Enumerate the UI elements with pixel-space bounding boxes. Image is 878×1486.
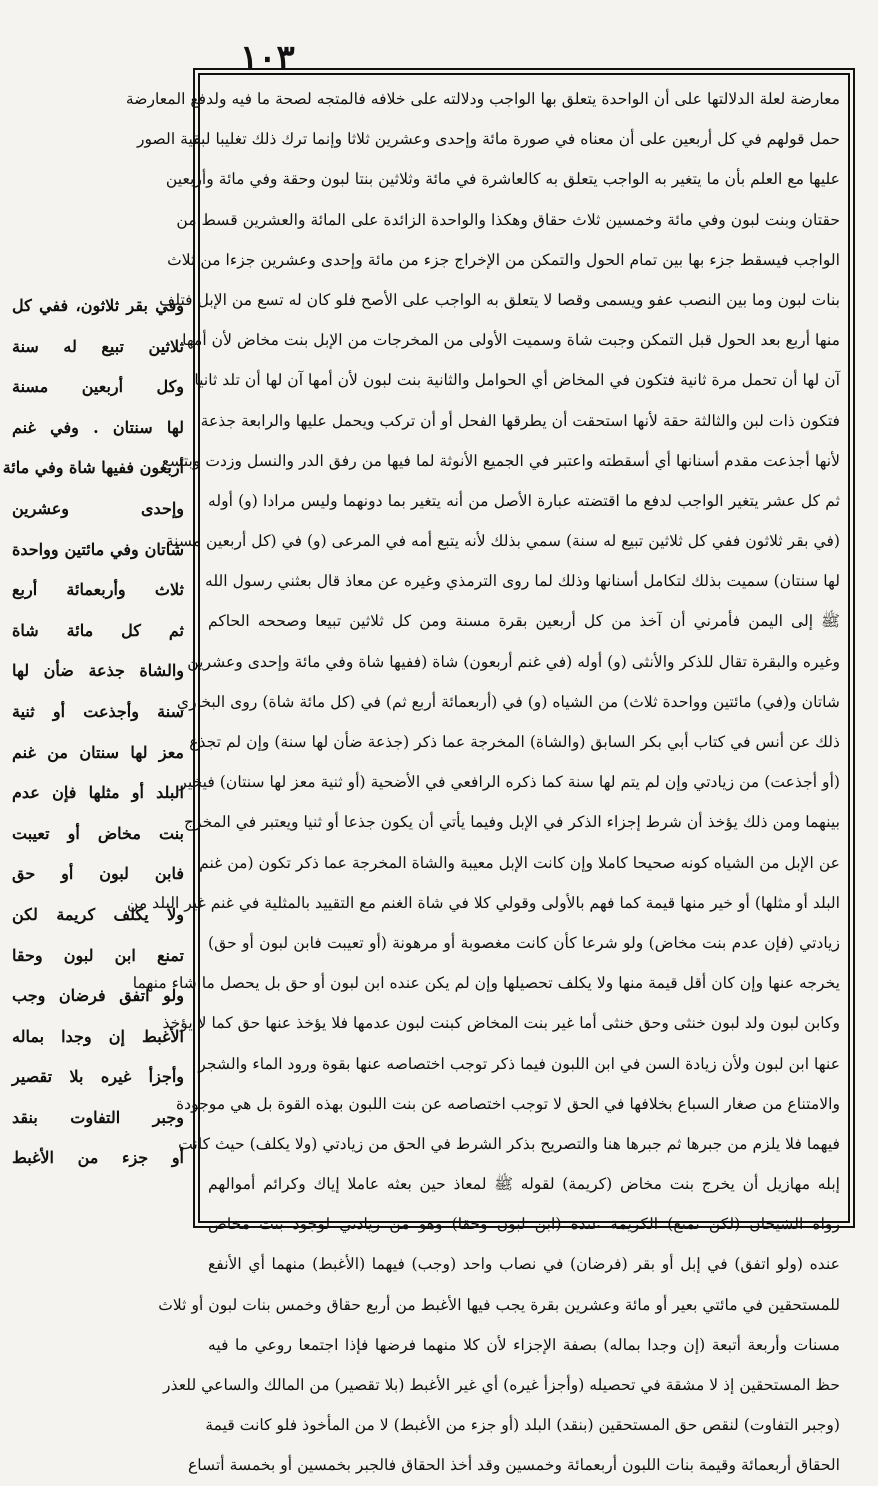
- main-text-frame: [125, 68, 855, 1475]
- margin-text-line: بنت مخاض أو تعيبت: [12, 823, 184, 843]
- body-text-line: لأنها أجذعت مقدم أسنانها أي أسقطته واعتبر في الجميع الأنوثة لما فيها من رفق الدر والنسل وزدت وبتسع: [161, 451, 840, 470]
- body-text-line: حقتان وبنت لبون وفي مائة وخمسين ثلاث حقاق وهكذا والواحدة الزائدة على المائة والعشرين قسط من: [176, 210, 840, 229]
- margin-text-line: البلد أو مثلها فإن عدم: [12, 783, 184, 803]
- body-text-line: عليها مع العلم بأن ما يتغير به الواجب يتعلق به كالعاشرة في مائة وثلاثين بنتا لبون وحقة وفي مائة وأربعين: [165, 170, 840, 189]
- body-text-line: زيادتي (فإن عدم بنت مخاض) ولو شرعا كأن كانت مغصوبة أو مرهونة (أو تعيبت فابن لبون أو حق): [208, 933, 840, 952]
- body-text-line: والامتناع من صغار السباع بخلافها في الحق لا توجب اختصاصه عن بنت اللبون بهذه القوة بل هي موجودة: [175, 1094, 840, 1113]
- margin-text-line: ثلاث وأربعمائة أربع: [12, 580, 184, 600]
- body-text-line: بينهما ومن ذلك يؤخذ أن شرط إجزاء الذكر في الإبل وفيما يأتي أن يكون جذعا أو ثنيا ويعتبر في المخرج: [183, 813, 840, 832]
- margin-text-line: وإحدى وعشرين: [12, 498, 184, 518]
- body-text-line: وكابن لبون ولد لبون خنثى وحق خنثى أما غير بنت المخاض كبنت لبون عدمها فلا يؤخذ عنها حق كما لا يؤخذ: [162, 1014, 840, 1033]
- body-text-line: (وجبر التفاوت) لنقص حق المستحقين (بنقد) البلد (أو جزء من الأغبط) لا من المأخوذ فلو كانت قيمة: [205, 1416, 840, 1435]
- body-text-line: لها سنتان) سميت بذلك لتكامل أسنانها وذلك لما روى الترمذي وغيره عن معاذ قال بعثني رسول الله: [205, 572, 840, 591]
- margin-text-line: وكل أربعين مسنة: [12, 377, 184, 397]
- body-text-line: وغيره والبقرة تقال للذكر والأنثى (و) أوله (في غنم أربعون) شاة (ففيها شاة وفي مائة وإحدى وعشرين: [187, 652, 840, 671]
- body-text-line: للمستحقين في مائتي بعير أو مائة وعشرين بقرة يجب فيها الأغبط من أربع حقاق وخمس بنات لبون أو ثلاث: [158, 1295, 840, 1314]
- margin-text-line: معز لها سنتان من غنم: [12, 742, 184, 762]
- body-text-line: رواه الشيخان (لكن تمنع) الكريمة عنده (ابن لبون وحقا) وهو من زيادتي لوجود بنت مخاض: [208, 1215, 840, 1234]
- body-text-line: البلد أو مثلها) أو خير منها قيمة كما فهم بالأولى وقولي كلا في شاة الغنم مع التقييد بالمثلية في غنم غير البلد من: [127, 893, 840, 912]
- body-text-line: بنات لبون وما بين النصب عفو ويسمى وقصا لا يتعلق به الواجب على الأصح فلو كان له تسع من الإبل فتلف: [159, 290, 840, 309]
- body-text-line: (في بقر ثلاثون ففي كل ثلاثين تبيع له سنة) سمي بذلك لأنه يتبع أمه في المرعى (و) في (كل أربعين مسنة: [165, 532, 840, 551]
- body-text-line: الواجب فيسقط جزء بها بين تمام الحول والتمكن من الإخراج جزء من مائة وإحدى وعشرين جزءا من ثلاث: [167, 250, 840, 269]
- margin-text-line: ولا يكلف كريمة لكن: [12, 904, 184, 924]
- margin-text-line: وجبر التفاوت بنقد: [12, 1107, 184, 1127]
- main-text-body: [125, 73, 850, 1475]
- body-text-line: حظ المستحقين إذ لا مشقة في تحصيله (وأجزأ غيره) أي غير الأغبط (بلا تقصير) من المالك والساعي للعذر: [163, 1376, 840, 1394]
- body-text-line: عن الإبل من الشياه كونه صحيحا كاملا وإن كانت الإبل معيبة والشاة المخرجة عما ذكر تكون (من غنم: [199, 853, 840, 872]
- margin-text-line: ثم كل مائة شاة: [12, 620, 184, 640]
- body-text-line: شاتان و(في) مائتين وواحدة ثلاث) من الشياه (و) في (أربعمائة أربع ثم) في (كل مائة شاة) روى البخاري: [176, 692, 840, 711]
- margin-text-line: ثلاثين تبيع له سنة: [12, 336, 184, 356]
- margin-text-line: فابن لبون أو حق: [12, 864, 184, 884]
- margin-text-line: شاتان وفي مائتين وواحدة: [12, 539, 184, 559]
- body-text-line: عنها ابن لبون ولأن زيادة السن في ابن اللبون فيما ذكر توجب اختصاصه عنها بقوة ورود الماء والشجر: [198, 1054, 840, 1073]
- body-text-line: فتكون ذات لبن والثالثة حقة لأنها استحقت أن يطرقها الفحل أو أن تركب ويحمل عليها والرابعة جذعة: [200, 411, 840, 430]
- body-text-line: إبله مهازيل أن يخرج بنت مخاض (كريمة) لقوله ﷺ لمعاذ حين بعثه عاملا إياك وكرائم أموالهم: [208, 1175, 840, 1194]
- body-text-line: ثم كل عشر يتغير الواجب لدفع ما اقتضته عبارة الأصل من أنه يتغير بما دونهما وليس مرادا (و) أوله: [208, 491, 840, 510]
- body-text-line: مسنات وأربعة أتبعة (إن وجدا بماله) بصفة الإجزاء لأن كلا منهما فرضها فإذا اجتمعا روعي ما فيه: [208, 1335, 840, 1354]
- margin-text-line: سنة وأجذعت أو ثنية: [12, 701, 184, 721]
- margin-text-line: أو جزء من الأغبط: [12, 1148, 184, 1168]
- margin-text-line: الأغبط إن وجدا بماله: [12, 1026, 184, 1046]
- body-text-line: معارضة لعلة الدلالتها على أن الواحدة يتعلق بها الواجب ودلالته على خلافه فالمتجه لصحة ما فيه ولدفع المعارضة: [125, 90, 840, 108]
- margin-text-column: [2, 286, 184, 1179]
- margin-text-line: وفي بقر ثلاثون، ففي كل: [12, 296, 184, 315]
- body-text-line: عنده (ولو اتفق) في إبل أو بقر (فرضان) في نصاب واحد (وجب) فيهما (الأغبط) منهما أي الأنفع: [208, 1255, 840, 1274]
- body-text-line: ذلك عن أنس في كتاب أبي بكر السابق (والشاة) المخرجة عما ذكر (جذعة ضأن لها سنة) وإن لم تجذع: [189, 733, 840, 751]
- body-text-line: (أو أجذعت) من زيادتي وإن لم يتم لها سنة كما ذكره الرافعي في الأضحية (أو ثنية معز لها سنتان) فيخير: [179, 773, 840, 792]
- body-text-line: ﷺ إلى اليمن فأمرني أن آخذ من كل أربعين بقرة مسنة ومن كل ثلاثين تبيعا وصححه الحاكم: [208, 612, 840, 631]
- body-text-line: الحقاق أربعمائة وقيمة بنات اللبون أربعمائة وخمسين وقد أخذ الحقاق فالجبر بخمسين أو بخمسة أتساع: [188, 1456, 840, 1475]
- margin-text-line: تمنع ابن لبون وحقا: [12, 945, 184, 965]
- margin-text-line: ولو اتفق فرضان وجب: [12, 986, 184, 1006]
- body-text-line: آن لها أن تحمل مرة ثانية فتكون في المخاض أي الحوامل والثانية بنت لبون لأن أمها آن لها أن تلد ثانيا: [194, 371, 840, 390]
- margin-text-line: لها سنتان . وفي غنم: [12, 417, 184, 437]
- body-text-line: فيهما فلا يلزم من جبرها ثم جبرها هنا والتصريح بذكر الشرط في الحق من زيادتي (ولا يكلف) حيث كانت: [178, 1134, 840, 1153]
- body-text-line: يخرجه عنها وإن كان أقل قيمة منها ولا يكلف تحصيلها وإن لم يكن عنده ابن لبون أو حق بل يحصل ما شاء منهما: [132, 974, 840, 993]
- margin-text-line: والشاة جذعة ضأن لها: [12, 661, 184, 681]
- page-number: ١٠٣: [240, 38, 295, 78]
- margin-text-line: وأجزأ غيره بلا تقصير: [12, 1067, 184, 1087]
- body-text-line: حمل قولهم في كل أربعين على أن معناه في صورة مائة وإحدى وعشرين ثلاثا وإنما ترك ذلك تغليبا لبقية الصور: [136, 130, 840, 149]
- margin-text-line: أربعون ففيها شاة وفي مائة: [2, 458, 184, 478]
- body-text-line: منها أربع بعد الحول قبل التمكن وجبت شاة وسميت الأولى من المخرجات من الإبل بنت مخاض لأن أمها: [182, 331, 840, 350]
